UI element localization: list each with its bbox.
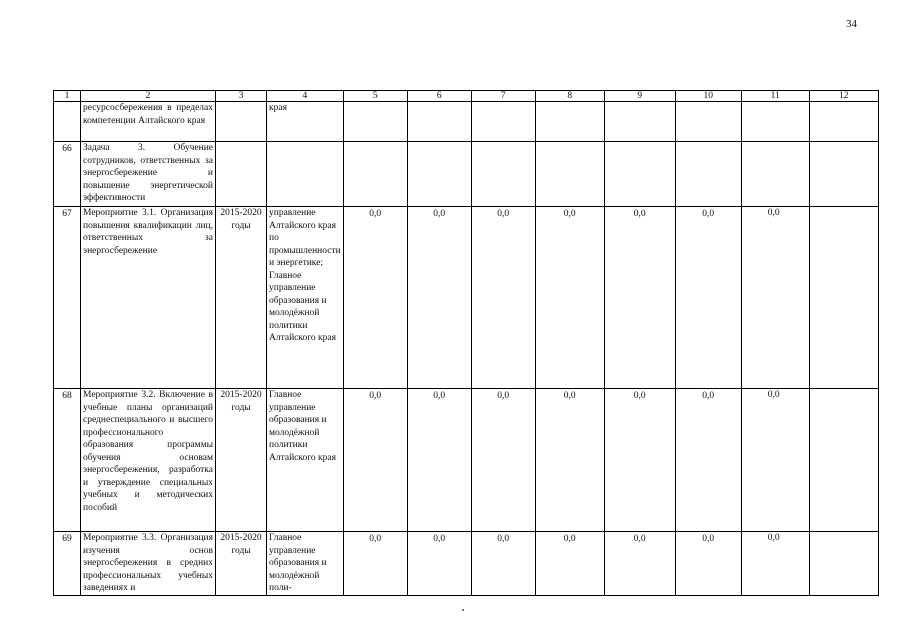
responsible-org: Главное управление образования и молодёжной политики Алтайского края [267,389,344,532]
value-cell [407,102,471,142]
value-cell: 0,0 [471,389,535,532]
table-row [54,102,879,142]
value-cell [809,207,878,389]
measure-description: Мероприятие 3.3. Организация изучения основ энергосбережения в средних профессиональных учебных заведениях и [81,532,216,596]
value-cell: 0,0 [604,389,675,532]
measure-description: Задача 3. Обучение сотрудников, ответственных за энергосбережение и повышение энергетической эффективности [81,142,216,207]
header-cell: 3 [216,91,267,102]
period-cell: 2015-2020 годы [216,389,267,532]
row-number: 68 [54,389,81,532]
value-cell: 0,0 [741,389,809,532]
period-cell [216,102,267,142]
table-row [54,207,879,389]
period-cell [216,142,267,207]
table-row [54,532,879,596]
header-cell: 12 [809,91,878,102]
value-cell: 0,0 [343,389,407,532]
header-cell: 4 [267,91,344,102]
header-cell: 9 [604,91,675,102]
scan-dot-mark [462,609,464,611]
period-cell: 2015-2020 годы [216,207,267,389]
value-cell: 0,0 [471,207,535,389]
header-cell: 2 [81,91,216,102]
value-cell [741,102,809,142]
header-cell: 11 [741,91,809,102]
value-cell [471,102,535,142]
header-cell: 1 [54,91,81,102]
header-cell: 10 [675,91,741,102]
row-number: 69 [54,532,81,596]
value-cell: 0,0 [675,389,741,532]
value-cell [741,142,809,207]
value-cell: 0,0 [741,207,809,389]
value-cell [604,142,675,207]
value-cell: 0,0 [535,389,604,532]
responsible-org [267,142,344,207]
row-number: 66 [54,142,81,207]
value-cell [535,142,604,207]
header-cell: 6 [407,91,471,102]
value-cell: 0,0 [675,532,741,596]
page-number: 34 [846,18,857,30]
measure-description: Мероприятие 3.2. Включение в учебные планы организаций среднеспециального и высшего профессионального образования программы обучения основам энергосбережения, разработка и утверждение специальных учебных и методических пособий [81,389,216,532]
value-cell [809,102,878,142]
value-cell: 0,0 [471,532,535,596]
value-cell [343,142,407,207]
value-cell: 0,0 [343,207,407,389]
value-cell: 0,0 [604,207,675,389]
measure-description: ресурсосбережения в пределах компетенции Алтайского края [81,102,216,142]
responsible-org: края [267,102,344,142]
value-cell: 0,0 [407,532,471,596]
value-cell [809,532,878,596]
value-cell: 0,0 [604,532,675,596]
table-header-row [54,91,879,102]
header-cell: 8 [535,91,604,102]
value-cell: 0,0 [343,532,407,596]
value-cell: 0,0 [535,207,604,389]
value-cell [471,142,535,207]
value-cell: 0,0 [741,532,809,596]
value-cell [809,389,878,532]
value-cell: 0,0 [407,207,471,389]
header-cell: 5 [343,91,407,102]
responsible-org: управление Алтайского края по промышленности и энергетике; Главное управление образования и молодёжной политики Алтайского края [267,207,344,389]
value-cell [407,142,471,207]
value-cell [343,102,407,142]
value-cell [675,102,741,142]
value-cell [535,102,604,142]
program-measures-table [53,90,879,596]
row-number: 67 [54,207,81,389]
value-cell: 0,0 [675,207,741,389]
value-cell [604,102,675,142]
value-cell [809,142,878,207]
period-cell: 2015-2020 годы [216,532,267,596]
responsible-org: Главное управление образования и молодёжной поли- [267,532,344,596]
header-cell: 7 [471,91,535,102]
value-cell: 0,0 [535,532,604,596]
value-cell [675,142,741,207]
measure-description: Мероприятие 3.1. Организация повышения квалификации лиц, ответственных за энергосбережение [81,207,216,389]
row-number [54,102,81,142]
table-row [54,142,879,207]
value-cell: 0,0 [407,389,471,532]
table-row [54,389,879,532]
